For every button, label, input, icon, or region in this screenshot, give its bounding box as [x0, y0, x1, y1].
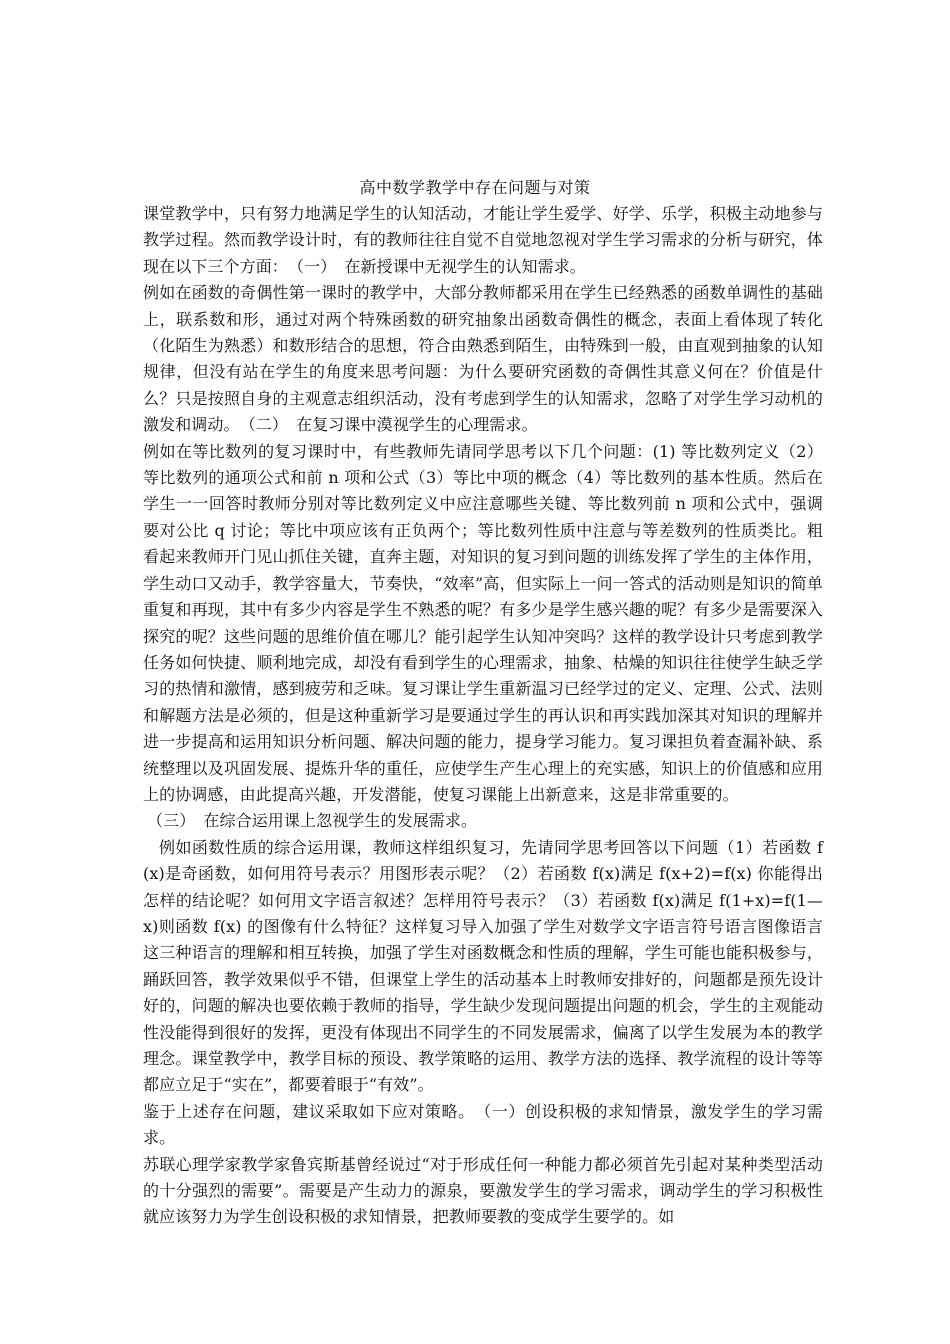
- paragraph-new-lesson-example: 例如在函数的奇偶性第一课时的教学中，大部分教师都采用在学生已经熟悉的函数单调性的基础上，联系数和形，通过对两个特殊函数的研究抽象出函数奇偶性的概念，表面上看体现了转化（化陌生为熟悉）和数形结合的思想，符合由熟悉到陌生，由特殊到一般，由直观到抽象的认知规律，但没有站在学生的角度来思考问题：为什么要研究函数的奇偶性其意义何在？价值是什么？只是按照自身的主观意志组织活动，没有考虑到学生的认知需求，忽略了对学生学习动机的激发和调动。 （二） 在复习课中漠视学生的心理需求。: [143, 283, 823, 435]
- paragraph-application-lesson-example: 例如函数性质的综合运用课，教师这样组织复习，先请同学思考回答以下问题（1）若函数 f(x)是奇函数，如何用符号表示？用图形表示呢？（2）若函数 f(x)满足 f(x+2)=f(x) 你能得出怎样的结论呢？如何用文字语言叙述？怎样用符号表示？（3）若函数 f(x)满足 f(1+x)=f(1—x)则函数 f(x) 的图像有什么特征？这样复习导入加强了学生对数学文字语言符号语言图像语言这三种语言的理解和相互转换，加强了学生对函数概念和性质的理解，学生可能也能积极参与，踊跃回答，教学效果似乎不错，但课堂上学生的活动基本上时教师安排好的，问题都是预先设计好的，问题的解决也要依赖于教师的指导，学生缺少发现问题提出问题的机会，学生的主观能动性没能得到很好的发挥，更没有体现出不同学生的不同发展需求，偏离了以学生发展为本的教学理念。课堂教学中，教学目标的预设、教学策略的运用、教学方法的选择、教学流程的设计等等都应立足于“实在”，都要着眼于“有效”。: [143, 837, 823, 1095]
- paragraph-strategies: 鉴于上述存在问题，建议采取如下应对策略。 （一）创设积极的求知情景，激发学生的学习需求。: [143, 1101, 823, 1148]
- document-title: 高中数学教学中存在问题与对策: [359, 178, 591, 197]
- paragraph-quote: 苏联心理学家教学家鲁宾斯基曾经说过“对于形成任何一种能力都必须首先引起对某种类型活动的十分强烈的需要”。需要是产生动力的源泉，要激发学生的学习需求，调动学生的学习积极性就应该努力为学生创设积极的求知情景，把教师要教的变成学生要学的。如: [143, 1154, 823, 1227]
- paragraph-intro: 课堂教学中，只有努力地满足学生的认知活动，才能让学生爱学、好学、乐学，积极主动地参与教学过程。然而教学设计时，有的教师往往自觉不自觉地忽视对学生学习需求的分析与研究，体现在以下三个方面： （一） 在新授课中无视学生的认知需求。: [143, 204, 823, 276]
- document-body: [143, 201, 823, 1231]
- paragraph-review-lesson-example: 例如在等比数列的复习课时中，有些教师先请同学思考以下几个问题：(1) 等比数列定义（2）等比数列的通项公式和前 n 项和公式（3）等比中项的概念（4）等比数列的基本性质。然后在学生一一回答时教师分别对等比数列定义中应注意哪些关键、等比数列前 n 项和公式中，强调要对公比 q 讨论；等比中项应该有正负两个；等比数列性质中注意与等差数列的性质类比。粗看起来教师开门见山抓住关键，直奔主题，对知识的复习到问题的训练发挥了学生的主体作用，学生动口又动手，教学容量大，节奏快，“效率”高，但实际上一问一答式的活动则是知识的简单重复和再现，其中有多少内容是学生不熟悉的呢？有多少是学生感兴趣的呢？有多少是需要深入探究的呢？这些问题的思维价值在哪儿？能引起学生认知冲突吗？这样的教学设计只考虑到教学任务如何快捷、顺利地完成，却没有看到学生的心理需求，抽象、枯燥的知识往往使学生缺乏学习的热情和激情，感到疲劳和乏味。复习课让学生重新温习已经学过的定义、定理、公式、法则和解题方法是必须的，但是这种重新学习是要通过学生的再认识和再实践加深其对知识的理解并进一步提高和运用知识分析问题、解决问题的能力，提身学习能力。复习课担负着查漏补缺、系统整理以及巩固发展、提炼升华的重任，应使学生产生心理上的充实感，知识上的价值感和应用上的协调感，由此提高兴趣，开发潜能，使复习课能上出新意来，这是非常重要的。: [143, 441, 823, 804]
- section-heading-three: （三） 在综合运用课上忽视学生的发展需求。: [147, 811, 478, 831]
